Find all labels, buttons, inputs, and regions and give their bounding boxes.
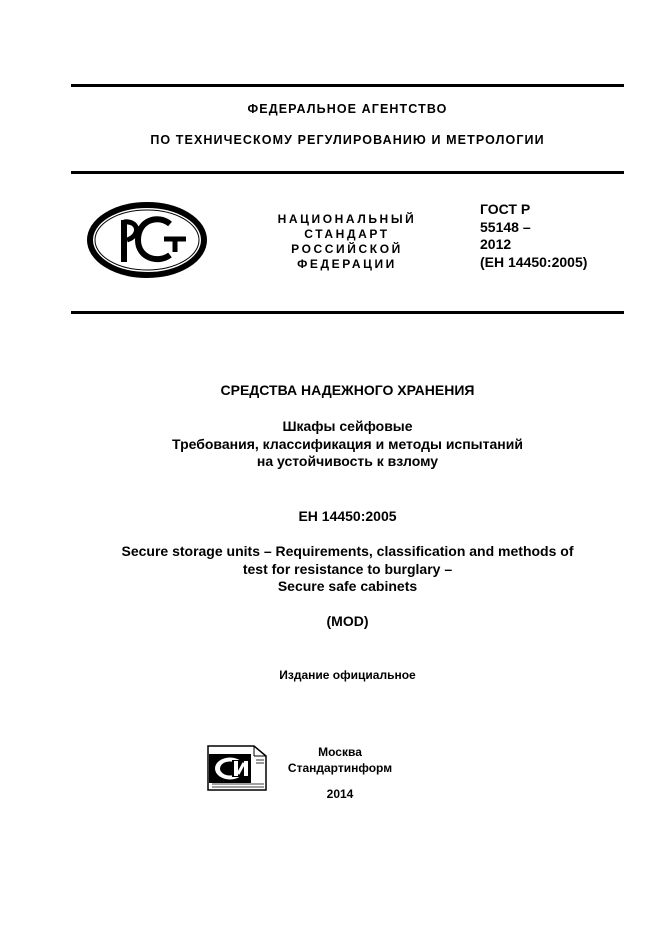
gost-line: 55148 – (480, 218, 531, 235)
top-rule (71, 84, 624, 87)
edition-label: Издание официальное (279, 668, 416, 682)
rst-certification-mark-icon (86, 200, 210, 280)
document-title: СРЕДСТВА НАДЕЖНОГО ХРАНЕНИЯ (220, 382, 475, 398)
english-title (71, 543, 624, 596)
gost-designation (480, 201, 587, 271)
en-standard-reference: ЕН 14450:2005 (298, 508, 397, 524)
national-line: СТАНДАРТ (304, 227, 390, 241)
bottom-rule (71, 311, 624, 314)
english-title-line: Secure safe cabinets (277, 578, 418, 594)
gost-line: ГОСТ Р (480, 201, 531, 217)
agency-line-1: ФЕДЕРАЛЬНОЕ АГЕНТСТВО (247, 102, 448, 116)
gost-line: 2012 (480, 236, 512, 252)
gost-line: (ЕН 14450:2005) (480, 253, 588, 270)
national-standard-label (262, 212, 432, 272)
english-title-line: test for resistance to burglary – (242, 560, 453, 577)
agency-line-2: ПО ТЕХНИЧЕСКОМУ РЕГУЛИРОВАНИЮ И МЕТРОЛОГИИ (150, 133, 545, 147)
national-line: ФЕДЕРАЦИИ (297, 257, 397, 271)
subtitle-line: Требования, классификация и методы испытаний (172, 435, 523, 452)
publisher-block (285, 744, 395, 776)
subtitle-line: на устойчивость к взлому (256, 453, 439, 469)
document-subtitle (71, 418, 624, 471)
english-title-line: Secure storage units – Requirements, classification and methods of (121, 543, 574, 559)
national-line: РОССИЙСКОЙ (291, 242, 403, 256)
standartinform-logo-icon (206, 744, 268, 792)
national-line: НАЦИОНАЛЬНЫЙ (277, 212, 417, 226)
publisher-name: Стандартинформ (287, 761, 393, 775)
modification-label: (MOD) (326, 613, 369, 629)
publication-year: 2014 (326, 787, 354, 801)
middle-rule (71, 171, 624, 174)
subtitle-line: Шкафы сейфовые (282, 418, 413, 434)
publisher-city: Москва (318, 745, 362, 759)
